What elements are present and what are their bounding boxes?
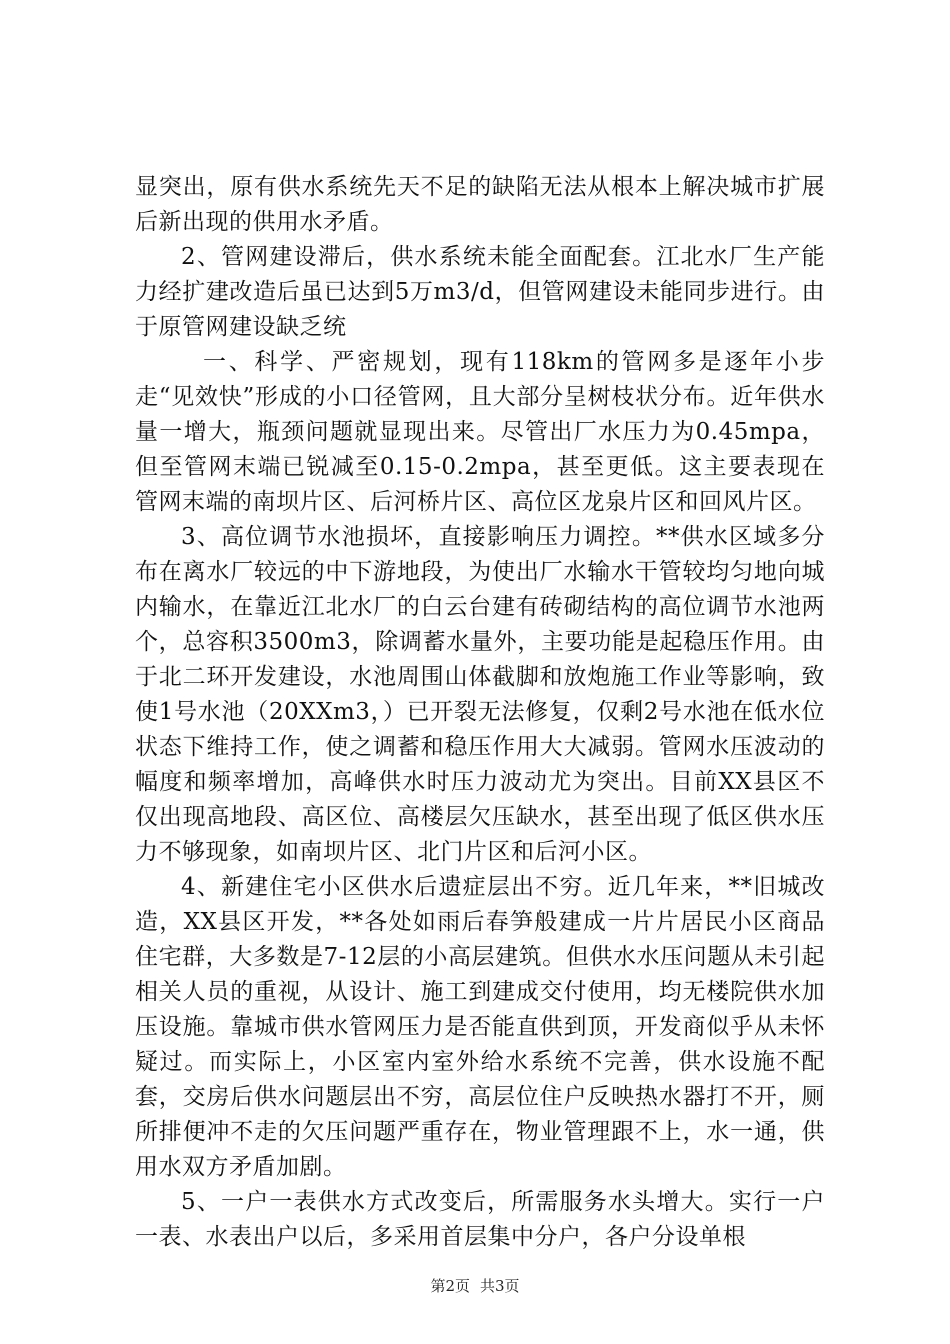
paragraph-item-3: 3、高位调节水池损坏，直接影响压力调控。**供水区域多分布在离水厂较远的中下游地段，为使出厂水输水干管较均匀地向城内输水，在靠近江北水厂的白云台建有砖砌结构的高位调节水池两个，总容积3500m3，除调蓄水量外，主要功能是起稳压作用。由于北二环开发建设，水池周围山体截脚和放炮施工作业等影响，致使1号水池（20XXm3，）已开裂无法修复，仅剩2号水池在低水位状态下维持工作，使之调蓄和稳压作用大大减弱。管网水压波动的幅度和频率增加，高峰供水时压力波动尤为突出。目前XX县区不仅出现高地段、高区位、高楼层欠压缺水，甚至出现了低区供水压力不够现象，如南坝片区、北门片区和后河小区。 xyxy=(135,524,825,865)
paragraph-item-2: 2、管网建设滞后，供水系统未能全面配套。江北水厂生产能力经扩建改造后虽已达到5万m3/d，但管网建设未能同步进行。由于原管网建设缺乏统 xyxy=(135,244,825,340)
page-total: 共3页 xyxy=(480,1277,520,1295)
paragraph-item-5: 5、一户一表供水方式改变后，所需服务水头增大。实行一户一表、水表出户以后，多采用首层集中分户，各户分设单根 xyxy=(135,1189,825,1250)
page-number: 第2页 xyxy=(430,1277,470,1295)
paragraph-network-planning: 一、科学、严密规划，现有118km的管网多是逐年小步走“见效快”形成的小口径管网，且大部分呈树枝状分布。近年供水量一增大，瓶颈问题就显现出来。尽管出厂水压力为0.45mpa，但至管网末端已锐减至0.15-0.2mpa，甚至更低。这主要表现在管网末端的南坝片区、后河桥片区、高位区龙泉片区和回风片区。 xyxy=(135,349,825,515)
document-body xyxy=(135,170,825,1255)
page-footer xyxy=(0,1276,950,1296)
paragraph-item-4: 4、新建住宅小区供水后遗症层出不穷。近几年来，**旧城改造，XX县区开发，**各处如雨后春笋般建成一片片居民小区商品住宅群，大多数是7-12层的小高层建筑。但供水水压问题从未引起相关人员的重视，从设计、施工到建成交付使用，均无楼院供水加压设施。靠城市供水管网压力是否能直供到顶，开发商似乎从未怀疑过。而实际上，小区室内室外给水系统不完善，供水设施不配套，交房后供水问题层出不穷，高层位住户反映热水器打不开，厕所排便冲不走的欠压问题严重存在，物业管理跟不上，水一通，供用水双方矛盾加剧。 xyxy=(135,874,825,1180)
paragraph-continuation: 显突出，原有供水系统先天不足的缺陷无法从根本上解决城市扩展后新出现的供用水矛盾。 xyxy=(135,174,825,235)
